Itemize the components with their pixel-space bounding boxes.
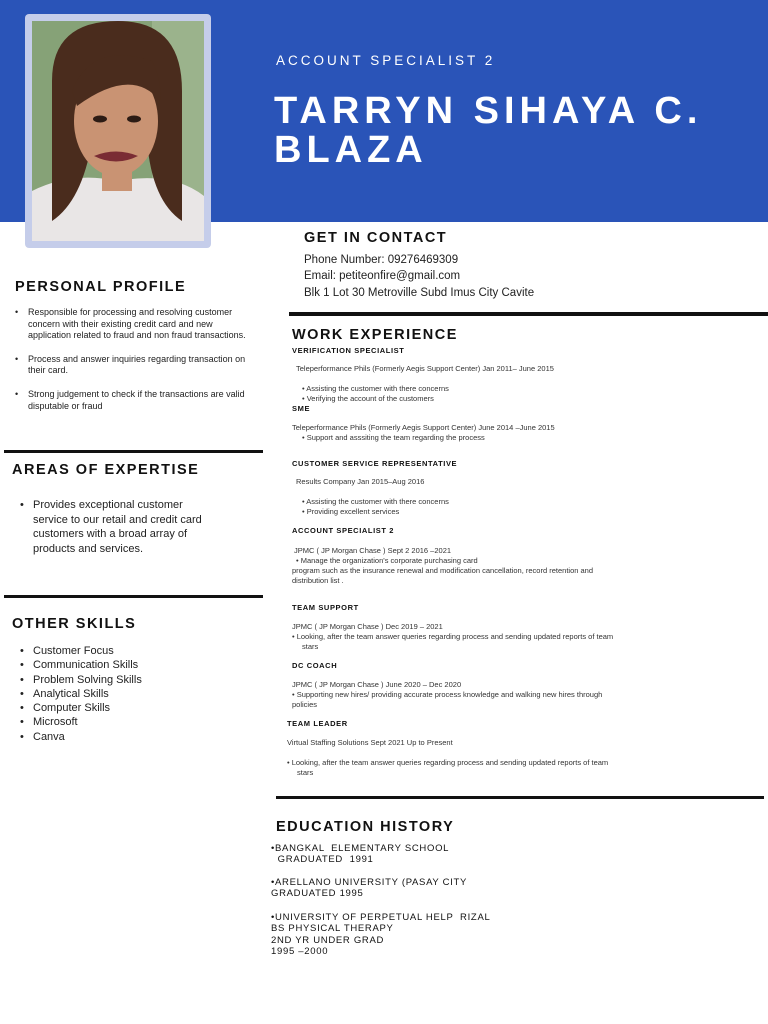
education-line: BS PHYSICAL THERAPY	[271, 923, 394, 935]
job-title: CUSTOMER SERVICE REPRESENTATIVE	[292, 459, 458, 468]
list-item: • Responsible for processing and resolving customer concern with their existing credit card and new application related to fraud and non fraud transactions.	[15, 307, 255, 342]
job-bullet: • Support and asssiting the team regarding the process	[302, 433, 485, 442]
job-bullet: • Providing excellent services	[302, 507, 400, 516]
list-item: • Microsoft	[20, 715, 142, 729]
job-company: Virtual Staffing Solutions Sept 2021 Up to Present	[287, 738, 453, 747]
education-line: 1995 –2000	[271, 946, 329, 958]
profile-photo	[32, 21, 204, 241]
education-line: •UNIVERSITY OF PERPETUAL HELP RIZAL	[271, 912, 491, 923]
job-title: VERIFICATION SPECIALIST	[292, 346, 405, 355]
job-title: SME	[292, 404, 311, 413]
list-item: • Analytical Skills	[20, 687, 142, 701]
job-title: TEAM LEADER	[287, 719, 348, 728]
education-line: GRADUATED 1995	[271, 888, 364, 900]
portrait-illustration	[32, 21, 204, 241]
divider	[4, 450, 263, 453]
job-bullet: • Looking, after the team answer queries regarding process and sending updated reports of team	[287, 758, 609, 767]
candidate-name	[274, 92, 754, 170]
job-title: ACCOUNT SPECIALIST 2	[292, 526, 395, 535]
education-line: •ARELLANO UNIVERSITY (PASAY CITY	[271, 877, 468, 888]
name-line-2: BLAZA	[274, 129, 428, 171]
job-title: TEAM SUPPORT	[292, 603, 359, 612]
skills-list	[20, 644, 142, 744]
contact-email: Email: petiteonfire@gmail.com	[304, 270, 461, 282]
list-item: • Customer Focus	[20, 644, 142, 658]
list-item: • Process and answer inquiries regarding transaction on their card.	[15, 354, 255, 377]
expertise-heading: AREAS OF EXPERTISE	[12, 462, 200, 478]
list-item: • Communication Skills	[20, 658, 142, 672]
contact-heading: GET IN CONTACT	[304, 230, 448, 246]
job-line: • Manage the organization's corporate purchasing card	[296, 556, 478, 565]
expertise-list	[20, 498, 220, 556]
profile-heading: PERSONAL PROFILE	[15, 279, 187, 295]
list-item: • Problem Solving Skills	[20, 673, 142, 687]
job-company: JPMC ( JP Morgan Chase ) June 2020 – Dec 2020	[292, 680, 462, 689]
education-heading: EDUCATION HISTORY	[276, 819, 455, 835]
contact-address: Blk 1 Lot 30 Metroville Subd Imus City Cavite	[304, 287, 535, 299]
education-entry	[271, 912, 490, 958]
list-item: • Provides exceptional customer service to our retail and credit card customers with a broad array of products and services.	[20, 498, 220, 556]
education-line: GRADUATED 1991	[271, 854, 374, 866]
job-company: JPMC ( JP Morgan Chase ) Dec 2019 – 2021	[292, 622, 443, 631]
job-line: distribution list .	[292, 576, 344, 585]
job-bullet: • Assisting the customer with there concerns	[302, 497, 449, 506]
profile-photo-frame	[25, 14, 211, 248]
education-entry	[271, 877, 467, 900]
job-company: Teleperformance Phils (Formerly Aegis Support Center) Jan 2011– June 2015	[296, 364, 554, 373]
job-bullet: • Looking, after the team answer queries regarding process and sending updated reports of team	[292, 632, 614, 641]
job-bullet: • Verifying the account of the customers	[302, 394, 434, 403]
education-entry	[271, 843, 449, 866]
name-line-1: TARRYN SIHAYA C.	[274, 90, 703, 132]
divider	[4, 595, 263, 598]
job-subtitle: ACCOUNT SPECIALIST 2	[276, 53, 496, 68]
job-company: Results Company Jan 2015–Aug 2016	[296, 477, 425, 486]
job-company: Teleperformance Phils (Formerly Aegis Support Center) June 2014 –June 2015	[292, 423, 555, 432]
job-line: policies	[292, 700, 318, 709]
job-bullet: • Assisting the customer with there concerns	[302, 384, 449, 393]
list-item: • Computer Skills	[20, 701, 142, 715]
job-line: stars	[302, 642, 319, 651]
list-item: • Canva	[20, 730, 142, 744]
divider	[289, 312, 768, 316]
divider	[276, 796, 764, 799]
work-heading: WORK EXPERIENCE	[292, 327, 458, 343]
contact-phone: Phone Number: 09276469309	[304, 254, 459, 266]
job-line: • Supporting new hires/ providing accurate process knowledge and walking new hires through	[292, 690, 603, 699]
education-line: •BANGKAL ELEMENTARY SCHOOL	[271, 843, 450, 854]
profile-list	[15, 307, 255, 424]
education-line: 2ND YR UNDER GRAD	[271, 934, 385, 946]
job-company: JPMC ( JP Morgan Chase ) Sept 2 2016 –2021	[294, 546, 452, 555]
job-line: stars	[297, 768, 314, 777]
job-line: program such as the insurance renewal and modification cancellation, record retention and	[292, 566, 594, 575]
skills-heading: OTHER SKILLS	[12, 616, 137, 632]
job-title: DC COACH	[292, 661, 338, 670]
list-item: • Strong judgement to check if the transactions are valid disputable or fraud	[15, 389, 255, 412]
